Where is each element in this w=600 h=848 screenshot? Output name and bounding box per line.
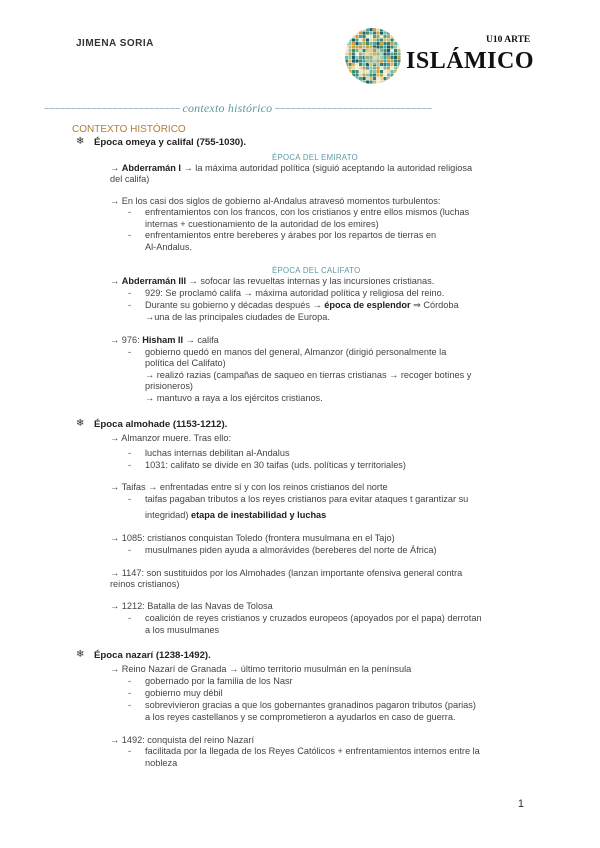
mosaic-tile xyxy=(356,39,359,42)
list-item: gobernado por la familia de los Nasr xyxy=(145,676,293,686)
list-item-text: ⇒ Córdoba xyxy=(410,300,459,310)
list-item: política del Califato) xyxy=(145,358,226,368)
mosaic-tile xyxy=(394,42,397,45)
mosaic-tile xyxy=(370,70,373,73)
abderraman1-text: → la máxima autoridad política (siguió aceptando la autoridad religiosa xyxy=(180,163,473,173)
snowflake-bullet-icon: ❄ xyxy=(76,136,85,147)
mosaic-tile xyxy=(384,49,387,52)
mosaic-tile xyxy=(384,56,387,59)
dash-bullet: - xyxy=(128,613,132,623)
mosaic-tile xyxy=(398,46,401,49)
mosaic-tile xyxy=(391,56,394,59)
omeya-title: Época omeya y califal (755-1030). xyxy=(94,137,246,148)
list-item: taifas pagaban tributos a los reyes cristianos para evitar ataques t garantizar su xyxy=(145,494,469,504)
page-number: 1 xyxy=(517,798,524,810)
mosaic-tile xyxy=(363,28,366,31)
mosaic-tile xyxy=(352,46,355,49)
mosaic-tile xyxy=(370,35,373,38)
mosaic-tile xyxy=(352,60,355,63)
mosaic-tile xyxy=(373,28,376,31)
mosaic-tile xyxy=(370,39,373,42)
mosaic-tile xyxy=(366,70,369,73)
mosaic-tile xyxy=(387,53,390,56)
mosaic-tile xyxy=(345,53,348,56)
mosaic-tile xyxy=(377,32,380,35)
mosaic-tile xyxy=(359,28,362,31)
abderraman1-line: → Abderramán I → la máxima autoridad política (siguió aceptando la autoridad religiosa xyxy=(110,163,473,173)
dash-bullet: - xyxy=(128,207,132,217)
mosaic-tile xyxy=(394,60,397,63)
mosaic-tile xyxy=(377,70,380,73)
mosaic-tile xyxy=(359,49,362,52)
mosaic-tile xyxy=(398,53,401,56)
mosaic-tile xyxy=(356,35,359,38)
mosaic-tile xyxy=(398,63,401,66)
mosaic-tile xyxy=(373,39,376,42)
mosaic-tile xyxy=(359,46,362,49)
mosaic-tile xyxy=(380,28,383,31)
mosaic-tile xyxy=(394,70,397,73)
hisham-line xyxy=(110,335,219,346)
mosaic-tile xyxy=(387,60,390,63)
mosaic-tile xyxy=(363,63,366,66)
mosaic-tile xyxy=(363,81,366,84)
mosaic-tile xyxy=(349,56,352,59)
mosaic-tile xyxy=(377,77,380,80)
mosaic-tile xyxy=(352,67,355,70)
dash-bullet: - xyxy=(128,688,132,698)
inestabilidad-highlight: etapa de inestabilidad y luchas xyxy=(190,510,327,520)
mosaic-tile xyxy=(373,81,376,84)
almohades-line: → 1147: son sustituidos por los Almohades (lanzan importante ofensiva general contra xyxy=(110,568,463,578)
list-item: → mantuvo a raya a los ejércitos cristianos. xyxy=(145,393,323,403)
list-item-text: Durante su gobierno y décadas después → xyxy=(145,300,325,310)
list-item: internas + cuestionamiento de la autoridad de los emires) xyxy=(145,219,379,229)
mosaic-tile xyxy=(356,60,359,63)
mosaic-tile xyxy=(380,46,383,49)
mosaic-pattern xyxy=(345,28,401,84)
mosaic-tile xyxy=(359,67,362,70)
dash-bullet: - xyxy=(128,545,132,555)
mosaic-tile xyxy=(349,53,352,56)
list-item: prisioneros) xyxy=(145,381,193,391)
list-item: luchas internas debilitan al-Andalus xyxy=(145,448,290,458)
mosaic-tile xyxy=(380,32,383,35)
mosaic-tile xyxy=(373,77,376,80)
mosaic-tile xyxy=(384,63,387,66)
hisham-name: Hisham II xyxy=(142,335,184,345)
abderraman1-name: Abderramán I xyxy=(121,163,181,173)
mosaic-tile xyxy=(377,42,380,45)
mosaic-tile xyxy=(370,81,373,84)
mosaic-tile xyxy=(380,74,383,77)
mosaic-tile xyxy=(377,67,380,70)
mosaic-tile xyxy=(356,63,359,66)
list-item: a los musulmanes xyxy=(145,625,220,635)
mosaic-tile xyxy=(394,67,397,70)
list-item: gobierno muy débil xyxy=(145,688,223,698)
list-item: coalición de reyes cristianos y cruzados europeos (apoyados por el papa) derrotan xyxy=(145,613,482,623)
mosaic-tile xyxy=(398,49,401,52)
mosaic-tile xyxy=(391,42,394,45)
mosaic-tile xyxy=(366,67,369,70)
mosaic-tile xyxy=(345,49,348,52)
mosaic-tile xyxy=(359,56,362,59)
emirato-heading: ÉPOCA DEL EMIRATO xyxy=(272,153,358,162)
snowflake-bullet-icon: ❄ xyxy=(76,418,85,429)
mosaic-tile xyxy=(356,49,359,52)
section-title: CONTEXTO HISTÓRICO xyxy=(72,124,186,135)
mosaic-tile xyxy=(352,39,355,42)
mosaic-tile xyxy=(391,53,394,56)
mosaic-tile xyxy=(356,74,359,77)
divider-caption: contexto histórico xyxy=(182,101,273,115)
mosaic-tile xyxy=(373,70,376,73)
mosaic-tile xyxy=(387,74,390,77)
dash-bullet: - xyxy=(128,700,132,710)
mosaic-tile xyxy=(391,49,394,52)
mosaic-tile xyxy=(363,42,366,45)
mosaic-tile xyxy=(352,49,355,52)
snowflake-bullet-icon: ❄ xyxy=(76,649,85,660)
list-item: Al-Andalus. xyxy=(145,242,192,252)
mosaic-tile xyxy=(359,32,362,35)
list-item: nobleza xyxy=(145,758,178,768)
mosaic-tile xyxy=(349,49,352,52)
list-item: enfrentamientos entre bereberes y árabes por los repartos de tierras en xyxy=(145,230,437,240)
mosaic-tile xyxy=(384,35,387,38)
mosaic-tile xyxy=(359,60,362,63)
mosaic-tile xyxy=(345,67,348,70)
list-item: enfrentamientos con los francos, con los cristianos y entre ellos mismos (luchas xyxy=(145,207,470,217)
mosaic-tile xyxy=(387,77,390,80)
mosaic-tile xyxy=(391,60,394,63)
dash-bullet: - xyxy=(128,300,132,310)
mosaic-tile xyxy=(377,35,380,38)
mosaic-tile xyxy=(349,60,352,63)
mosaic-tile xyxy=(352,70,355,73)
mosaic-tile xyxy=(359,53,362,56)
dash-bullet: - xyxy=(128,494,132,504)
mosaic-tile xyxy=(387,46,390,49)
mosaic-tile xyxy=(345,56,348,59)
mosaic-tile xyxy=(345,46,348,49)
mosaic-tile xyxy=(387,42,390,45)
list-item: gobierno quedó en manos del general, Almanzor (dirigió personalmente la xyxy=(145,347,447,357)
mosaic-tile xyxy=(387,56,390,59)
mosaic-tile xyxy=(380,81,383,84)
reino-line: → Reino Nazarí de Granada → último territorio musulmán en la península xyxy=(110,664,412,674)
mosaic-tile xyxy=(356,46,359,49)
mosaic-tile xyxy=(391,67,394,70)
mosaic-tile xyxy=(370,67,373,70)
list-item: sobrevivieron gracias a que los gobernantes granadinos pagaron tributos (parias) xyxy=(145,700,476,710)
almanzor-line: → Almanzor muere. Tras ello: xyxy=(110,433,232,443)
dash-bullet: - xyxy=(128,230,132,240)
mosaic-tile xyxy=(373,35,376,38)
mosaic-image xyxy=(345,28,401,84)
nazari-title: Época nazarí (1238-1492). xyxy=(94,650,211,661)
mosaic-tile xyxy=(366,77,369,80)
mosaic-tile xyxy=(384,67,387,70)
almohade-title: Época almohade (1153-1212). xyxy=(94,419,228,430)
mosaic-tile xyxy=(373,42,376,45)
mosaic-tile xyxy=(377,81,380,84)
mosaic-tile xyxy=(352,63,355,66)
mosaic-tile xyxy=(380,67,383,70)
mosaic-tile xyxy=(349,70,352,73)
mosaic-tile xyxy=(359,81,362,84)
mosaic-tile xyxy=(359,42,362,45)
mosaic-tile xyxy=(366,74,369,77)
mosaic-tile xyxy=(384,70,387,73)
list-item xyxy=(145,300,459,311)
mosaic-tile xyxy=(398,56,401,59)
mosaic-tile xyxy=(356,70,359,73)
mosaic-tile xyxy=(391,74,394,77)
mosaic-tile xyxy=(384,28,387,31)
mosaic-tile xyxy=(387,70,390,73)
mosaic-tile xyxy=(356,42,359,45)
mosaic-tile xyxy=(394,39,397,42)
mosaic-tile xyxy=(380,70,383,73)
list-item-text: integridad) xyxy=(145,510,191,520)
abderraman3-name: Abderramán III xyxy=(121,276,187,286)
list-item: → realizó razias (campañas de saqueo en tierras cristianas → recoger botines y xyxy=(145,370,472,380)
mosaic-tile xyxy=(394,53,397,56)
mosaic-tile xyxy=(359,39,362,42)
mosaic-tile xyxy=(380,77,383,80)
mosaic-tile xyxy=(394,49,397,52)
mosaic-tile xyxy=(349,42,352,45)
mosaic-tile xyxy=(380,39,383,42)
mosaic-tile xyxy=(352,56,355,59)
mosaic-tile xyxy=(387,39,390,42)
mosaic-tile xyxy=(356,32,359,35)
mosaic-tile xyxy=(370,74,373,77)
mosaic-tile xyxy=(352,42,355,45)
mosaic-tile xyxy=(363,39,366,42)
mosaic-tile xyxy=(380,42,383,45)
mosaic-tile xyxy=(370,77,373,80)
mosaic-tile xyxy=(363,74,366,77)
mosaic-tile xyxy=(398,67,401,70)
mosaic-tile xyxy=(352,53,355,56)
almohades-cont: reinos cristianos) xyxy=(110,579,180,589)
mosaic-tile xyxy=(398,60,401,63)
mosaic-tile xyxy=(373,67,376,70)
mosaic-tile xyxy=(352,35,355,38)
mosaic-tile xyxy=(366,28,369,31)
mosaic-tile xyxy=(359,77,362,80)
author-name: JIMENA SORIA xyxy=(76,38,154,49)
mosaic-tile xyxy=(391,35,394,38)
mosaic-tile xyxy=(366,81,369,84)
mosaic-tile xyxy=(391,46,394,49)
hisham-text: → califa xyxy=(183,335,219,345)
list-item xyxy=(145,510,326,521)
mosaic-tile xyxy=(359,35,362,38)
mosaic-tile xyxy=(394,46,397,49)
mosaic-tile xyxy=(370,42,373,45)
mosaic-tile xyxy=(380,63,383,66)
mosaic-tile xyxy=(373,74,376,77)
mosaic-tile xyxy=(394,63,397,66)
mosaic-tile xyxy=(363,32,366,35)
mosaic-tile xyxy=(387,35,390,38)
mosaic-tile xyxy=(384,53,387,56)
mosaic-center xyxy=(364,47,382,65)
mosaic-tile xyxy=(384,81,387,84)
mosaic-tile xyxy=(394,56,397,59)
list-item: a los reyes castellanos y se comprometieron a ayudarlos en caso de guerra. xyxy=(145,712,456,722)
dash-bullet: - xyxy=(128,347,132,357)
abderraman3-line: → Abderramán III → sofocar las revueltas internas y las incursiones cristianas. xyxy=(110,276,435,286)
mosaic-tile xyxy=(345,63,348,66)
mosaic-tile xyxy=(349,67,352,70)
dash-bullet: - xyxy=(128,676,132,686)
esplendor-highlight: época de esplendor xyxy=(324,300,411,310)
mosaic-tile xyxy=(356,56,359,59)
mosaic-tile xyxy=(345,42,348,45)
mosaic-tile xyxy=(387,32,390,35)
mosaic-tile xyxy=(363,46,366,49)
dash-bullet: - xyxy=(128,746,132,756)
list-item: facilitada por la llegada de los Reyes Católicos + enfrentamientos internos entre la xyxy=(145,746,480,756)
list-item: musulmanes piden ayuda a almorávides (bereberes del norte de África) xyxy=(145,545,437,555)
list-item: →una de las principales ciudades de Europa. xyxy=(145,312,330,322)
hisham-prefix: → 976: xyxy=(110,335,143,345)
toledo-line: → 1085: cristianos conquistan Toledo (frontera musulmana en el Tajo) xyxy=(110,533,395,543)
mosaic-tile xyxy=(363,70,366,73)
mosaic-tile xyxy=(366,32,369,35)
mosaic-tile xyxy=(363,77,366,80)
mosaic-tile xyxy=(398,42,401,45)
mosaic-tile xyxy=(359,74,362,77)
mosaic-tile xyxy=(384,74,387,77)
list-item: 1031: califato se divide en 30 taifas (uds. políticas y territoriales) xyxy=(145,460,406,470)
mosaic-tile xyxy=(384,77,387,80)
mosaic-tile xyxy=(387,63,390,66)
dash-bullet: - xyxy=(128,288,132,298)
mosaic-tile xyxy=(384,46,387,49)
mosaic-tile xyxy=(366,39,369,42)
abderraman3-text: → sofocar las revueltas internas y las incursiones cristianas. xyxy=(186,276,435,286)
mosaic-tile xyxy=(349,63,352,66)
mosaic-tile xyxy=(356,67,359,70)
mosaic-tile xyxy=(384,39,387,42)
califato-heading: ÉPOCA DEL CALIFATO xyxy=(272,266,361,275)
mosaic-tile xyxy=(356,77,359,80)
mosaic-tile xyxy=(356,53,359,56)
mosaic-tile xyxy=(359,63,362,66)
mosaic-tile xyxy=(377,39,380,42)
dash-bullet: - xyxy=(128,460,132,470)
mosaic-tile xyxy=(370,32,373,35)
mosaic-tile xyxy=(384,32,387,35)
mosaic-tile xyxy=(363,67,366,70)
mosaic-tile xyxy=(349,46,352,49)
navas-line: → 1212: Batalla de las Navas de Tolosa xyxy=(110,601,273,611)
dash-bullet: - xyxy=(128,448,132,458)
mosaic-tile xyxy=(349,39,352,42)
mosaic-tile xyxy=(366,35,369,38)
abderraman1-cont: del califa) xyxy=(110,174,150,184)
taifas-line: → Taifas → enfrentadas entre sí y con los reinos cristianos del norte xyxy=(110,482,388,492)
mosaic-tile xyxy=(391,63,394,66)
mosaic-tile xyxy=(366,42,369,45)
mosaic-tile xyxy=(387,49,390,52)
mosaic-tile xyxy=(373,32,376,35)
mosaic-tile xyxy=(359,70,362,73)
mosaic-tile xyxy=(384,42,387,45)
document-title: ISLÁMICO xyxy=(406,48,535,74)
section-divider: ~~~~~~~~~~~~~~~~~~~~~~~~~~ contexto histórico ~~~~~~~~~~~~~~~~~~~~~~~~~~~~~~ xyxy=(44,101,432,115)
mosaic-tile xyxy=(391,70,394,73)
mosaic-tile xyxy=(363,35,366,38)
mosaic-tile xyxy=(345,60,348,63)
mosaic-tile xyxy=(370,28,373,31)
mosaic-tile xyxy=(352,74,355,77)
mosaic-tile xyxy=(387,67,390,70)
mosaic-tile xyxy=(377,28,380,31)
unit-label: U10 ARTE xyxy=(486,35,531,45)
siglos-intro: → En los casi dos siglos de gobierno al-Andalus atravesó momentos turbulentos: xyxy=(110,196,441,206)
list-item: 929: Se proclamó califa → máxima autoridad política y religiosa del reino. xyxy=(145,288,445,298)
conquista-line: → 1492: conquista del reino Nazarí xyxy=(110,735,255,745)
mosaic-tile xyxy=(377,74,380,77)
mosaic-tile xyxy=(391,39,394,42)
mosaic-tile xyxy=(380,35,383,38)
mosaic-tile xyxy=(384,60,387,63)
